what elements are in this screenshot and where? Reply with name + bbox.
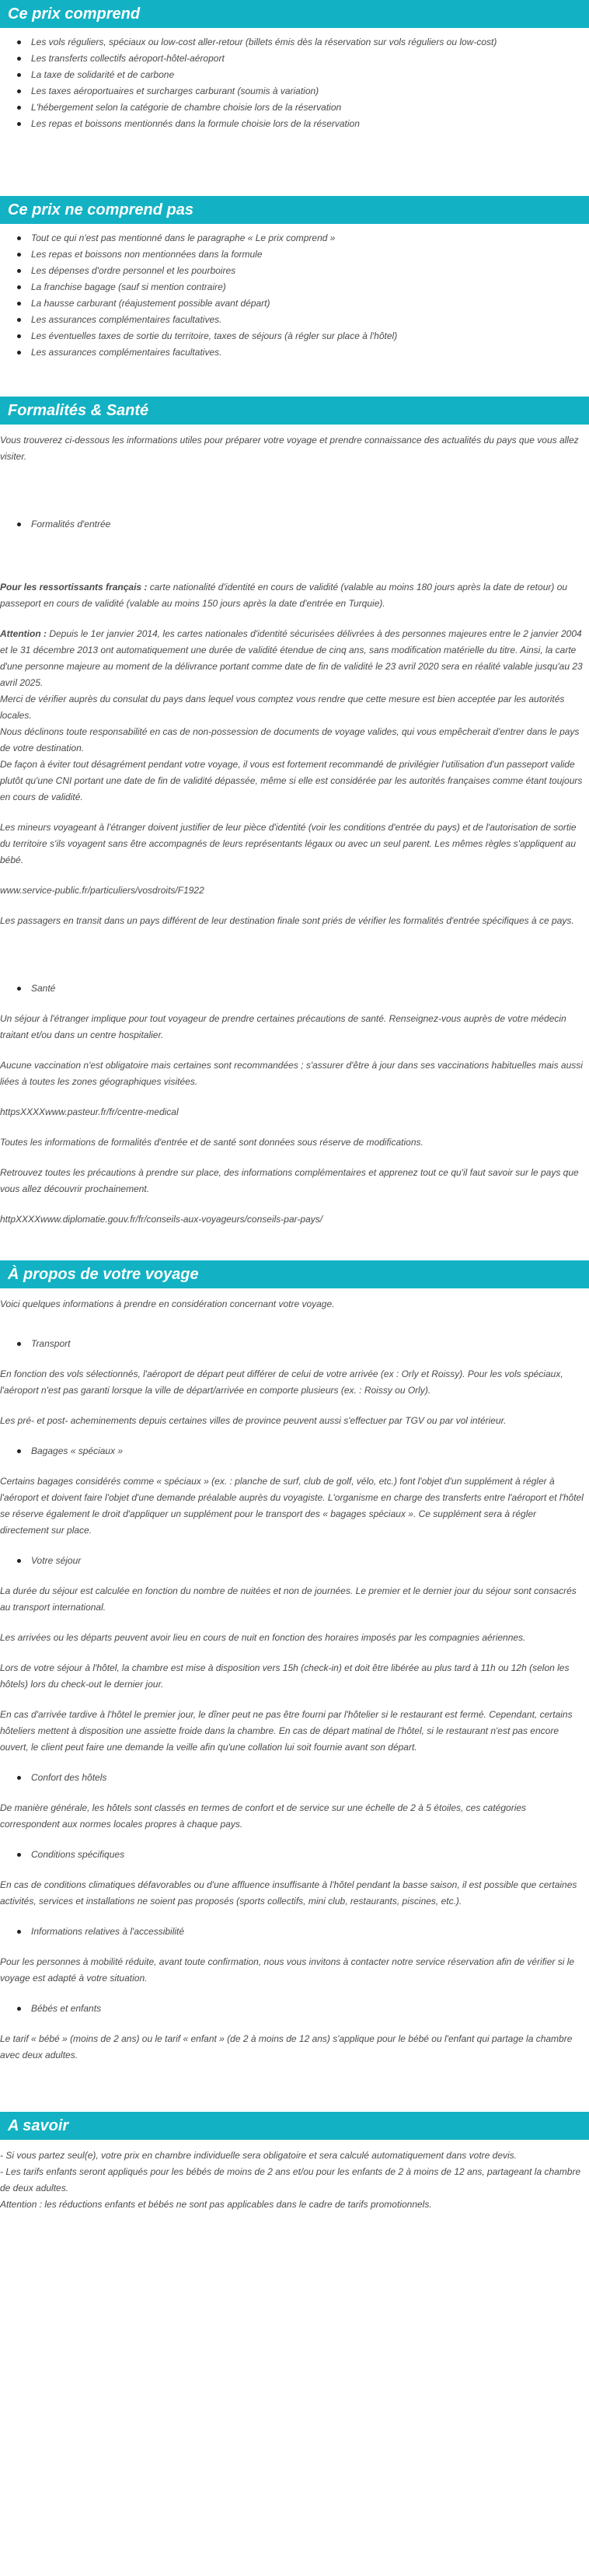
- includes-list: [0, 34, 589, 132]
- list-item: Les éventuelles taxes de sortie du territoire, taxes de séjours (à régler sur place à l'hôtel): [31, 328, 589, 344]
- savoir-line-1: - Si vous partez seul(e), votre prix en chambre individuelle sera obligatoire et sera calculé automatiquement dans votre devis.: [0, 2150, 518, 2161]
- about-title: À propos de votre voyage: [0, 1260, 589, 1288]
- bagages-text: Certains bagages considérés comme « spéciaux » (ex. : planche de surf, club de golf, vélo, etc.) font l'objet d'un supplément à régler à l'aéroport et doivent faire l'objet d'une demande préalable auprès du voyagiste. L'organisme en charge des transferts entre l'aéroport et l'hôtel se réserve également le droit d'appliquer un supplément pour le transport des « bagages spéciaux ». Ce supplément sera à régler directement sur place.: [0, 1476, 584, 1536]
- formalities-intro: Vous trouverez ci-dessous les informations utiles pour préparer votre voyage et prendre connaissance des actualités du pays que vous allez visiter.: [0, 435, 579, 462]
- list-item: Les repas et boissons mentionnés dans la formule choisie lors de la réservation: [31, 116, 589, 132]
- accessibility-text: Pour les personnes à mobilité réduite, avant toute confirmation, nous vous invitons à contacter notre service réservation afin de vérifier si le voyage est adapté à votre situation.: [0, 1956, 575, 1984]
- includes-section: [0, 0, 589, 132]
- excludes-section: [0, 196, 589, 361]
- list-item: La hausse carburant (réajustement possible avant départ): [31, 295, 589, 312]
- excludes-title: Ce prix ne comprend pas: [0, 196, 589, 224]
- attention-text: Depuis le 1er janvier 2014, les cartes nationales d'identité sécurisées délivrées à des personnes majeures entre le 2 janvier 2004 et le 31 décembre 2013 ont automatiquement une durée de validité étendue de cinq ans, sans modification matérielle du titre. Ainsi, la carte d'une personne majeure au moment de la délivrance portant comme date de fin de validité le 23 avril 2020 sera en réalité valable jusqu'au 23 avril 2025.: [0, 628, 583, 688]
- list-item: Les assurances complémentaires facultatives.: [31, 344, 589, 361]
- list-item: Les transferts collectifs aéroport-hôtel-aéroport: [31, 51, 589, 67]
- about-intro: Voici quelques informations à prendre en considération concernant votre voyage.: [0, 1298, 335, 1309]
- bagages-heading: Bagages « spéciaux »: [0, 1443, 589, 1459]
- transport-heading: Transport: [0, 1336, 589, 1352]
- transport-text-1: En fonction des vols sélectionnés, l'aéroport de départ peut différer de celui de votre arrivée (ex : Orly et Roissy). Pour les vols spéciaux, l'aéroport n'est pas garanti lorsque la ville de départ/arrivée en comporte plusieurs (ex. : Roissy ou Orly).: [0, 1368, 563, 1396]
- list-item: Tout ce qui n'est pas mentionné dans le paragraphe « Le prix comprend »: [31, 230, 589, 246]
- health-heading: Santé: [0, 980, 589, 997]
- diplomatie-text: Retrouvez toutes les précautions à prendre sur place, des informations complémentaires et apprenez tout ce qu'il faut savoir sur le pays que vous allez découvrir prochainement.: [0, 1167, 579, 1194]
- confort-heading: Confort des hôtels: [0, 1770, 589, 1786]
- transit-text: Les passagers en transit dans un pays différent de leur destination finale sont priés de vérifier les formalités d'entrée spécifiques à ce pays.: [0, 915, 574, 926]
- sejour-text-2: Les arrivées ou les départs peuvent avoir lieu en cours de nuit en fonction des horaires imposés par les compagnies aériennes.: [0, 1632, 526, 1643]
- list-item: Les assurances complémentaires facultatives.: [31, 312, 589, 328]
- list-item: L'hébergement selon la catégorie de chambre choisie lors de la réservation: [31, 100, 589, 116]
- sejour-text-3: Lors de votre séjour à l'hôtel, la chambre est mise à disposition vers 15h (check-in) et doit être libérée au plus tard à 11h ou 12h (selon les hôtels) lors du check-out le dernier jour.: [0, 1662, 570, 1690]
- sejour-text-4: En cas d'arrivée tardive à l'hôtel le premier jour, le dîner peut ne pas être fourni par l'hôtelier si le restaurant est fermé. Cependant, certains hôteliers mettent à disposition une assiette froide dans la chambre. En cas de départ matinal de l'hôtel, si le restaurant n'est pas encore ouvert, le client peut faire une demande la veille afin qu'une collation lui soit fournie avant son départ.: [0, 1709, 573, 1753]
- entry-formalities-heading: Formalités d'entrée: [0, 516, 589, 533]
- savoir-title: A savoir: [0, 2112, 589, 2140]
- french-nationals-text: carte nationalité d'identité en cours de validité (valable au moins 180 jours après la date de retour) ou passeport en cours de validité (valable au moins 150 jours après la date d'entrée en Turquie).: [0, 582, 568, 609]
- reserve-text: Toutes les informations de formalités d'entrée et de santé sont données sous réserve de modifications.: [0, 1137, 423, 1148]
- list-item: La franchise bagage (sauf si mention contraire): [31, 279, 589, 295]
- french-nationals-paragraph: [0, 579, 589, 612]
- vaccines-text: Aucune vaccination n'est obligatoire mais certaines sont recommandées ; s'assurer d'être à jour dans ses vaccinations habituelles mais aussi liées à toutes les zones géographiques visitées.: [0, 1060, 583, 1087]
- service-public-link[interactable]: www.service-public.fr/particuliers/vosdroits/F1922: [0, 885, 204, 896]
- savoir-line-3: Attention : les réductions enfants et bébés ne sont pas applicables dans le cadre de tarifs promotionnels.: [0, 2199, 432, 2210]
- pasteur-link[interactable]: httpsXXXXwww.pasteur.fr/fr/centre-medical: [0, 1106, 179, 1117]
- formalities-title: Formalités & Santé: [0, 397, 589, 425]
- list-item: Les dépenses d'ordre personnel et les pourboires: [31, 263, 589, 279]
- savoir-line-2: - Les tarifs enfants seront appliqués pour les bébés de moins de 2 ans et/ou pour les enfants de 2 à moins de 12 ans, partageant la chambre de deux adultes.: [0, 2166, 581, 2193]
- savoir-section: [0, 2112, 589, 2213]
- list-item: La taxe de solidarité et de carbone: [31, 67, 589, 83]
- consulat-text: Merci de vérifier auprès du consulat du pays dans lequel vous comptez vous rendre que cette mesure est bien acceptée par les autorités locales.: [0, 694, 565, 721]
- conditions-text: En cas de conditions climatiques défavorables ou d'une affluence insuffisante à l'hôtel pendant la basse saison, il est possible que certaines activités, services et installations ne soient pas proposés (sports collectifs, mini club, restaurants, piscines, etc.).: [0, 1879, 577, 1907]
- bebes-text: Le tarif « bébé » (moins de 2 ans) ou le tarif « enfant » (de 2 à moins de 12 ans) s'applique pour le bébé ou l'enfant qui partage la chambre avec deux adultes.: [0, 2033, 573, 2060]
- about-section: [0, 1260, 589, 2064]
- diplomatie-link[interactable]: httpXXXXwww.diplomatie.gouv.fr/fr/conseils-aux-voyageurs/conseils-par-pays/: [0, 1214, 323, 1225]
- health-text: Un séjour à l'étranger implique pour tout voyageur de prendre certaines précautions de santé. Renseignez-vous auprès de votre médecin traitant et/ou dans un centre hospitalier.: [0, 1013, 566, 1040]
- includes-title: Ce prix comprend: [0, 0, 589, 28]
- confort-text: De manière générale, les hôtels sont classés en termes de confort et de service sur une échelle de 2 à 5 étoiles, ces catégories correspondent aux normes locales propres à chaque pays.: [0, 1802, 527, 1830]
- sejour-heading: Votre séjour: [0, 1553, 589, 1569]
- list-item: Les vols réguliers, spéciaux ou low-cost aller-retour (billets émis dès la réservation sur vols réguliers ou low-cost): [31, 34, 589, 51]
- accessibility-heading: Informations relatives à l'accessibilité: [0, 1924, 589, 1940]
- french-nationals-label: Pour les ressortissants français :: [0, 582, 148, 592]
- passport-advice-text: De façon à éviter tout désagrément pendant votre voyage, il vous est fortement recommandé de privilégier l'utilisation d'un passeport valide plutôt qu'une CNI portant une date de fin de validité dépassée, même si elle est considérée par les autorités françaises comme étant toujours en cours de validité.: [0, 759, 583, 802]
- bebes-heading: Bébés et enfants: [0, 2001, 589, 2017]
- excludes-list: [0, 230, 589, 361]
- list-item: Les taxes aéroportuaires et surcharges carburant (soumis à variation): [31, 83, 589, 100]
- sejour-text-1: La durée du séjour est calculée en fonction du nombre de nuitées et non de journées. Le premier et le dernier jour du séjour sont consacrés au transport international.: [0, 1585, 577, 1613]
- responsibility-text: Nous déclinons toute responsabilité en cas de non-possession de documents de voyage valides, qui vous empêcherait d'entrer dans le pays de votre destination.: [0, 726, 580, 753]
- transport-text-2: Les pré- et post- acheminements depuis certaines villes de province peuvent aussi s'effectuer par TGV ou par vol intérieur.: [0, 1415, 507, 1426]
- attention-label: Attention :: [0, 628, 47, 639]
- formalities-section: [0, 397, 589, 1228]
- attention-block: [0, 626, 589, 806]
- savoir-block: [0, 2148, 589, 2213]
- conditions-heading: Conditions spécifiques: [0, 1847, 589, 1863]
- list-item: Les repas et boissons non mentionnées dans la formule: [31, 246, 589, 263]
- minors-text: Les mineurs voyageant à l'étranger doivent justifier de leur pièce d'identité (voir les conditions d'entrée du pays) et de l'autorisation de sortie du territoire s'ils voyagent sans être accompagnés de leurs représentants légaux ou avec un seul parent. Les mêmes règles s'appliquent au bébé.: [0, 822, 577, 865]
